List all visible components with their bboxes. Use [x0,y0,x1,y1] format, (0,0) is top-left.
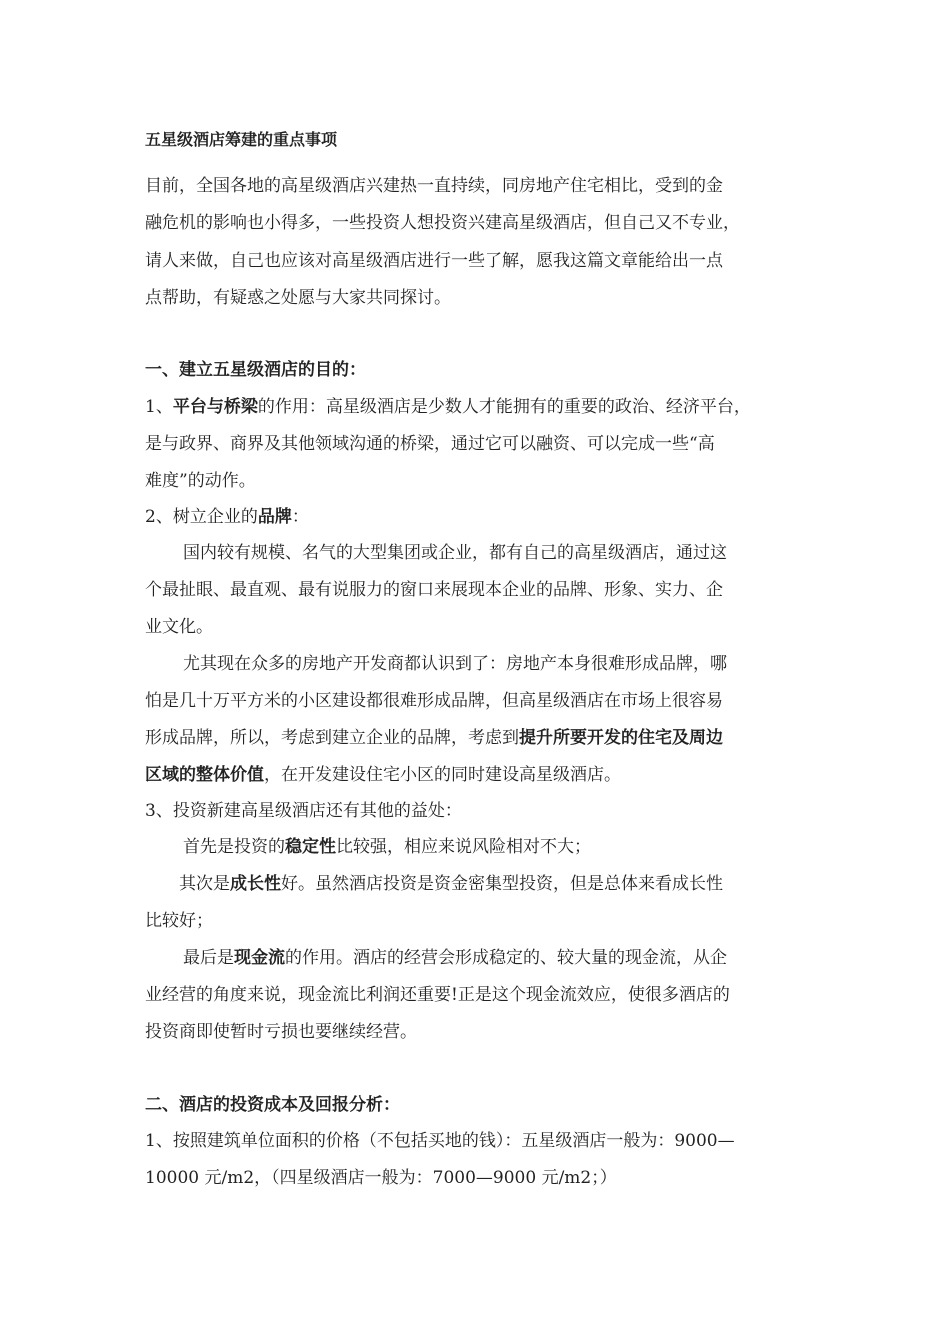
p3-a-pre: 首先是投资的 [183,837,285,857]
section1-p1-line2: 是与政界、商界及其他领域沟通的桥梁，通过它可以融资、可以完成一些“高 [145,434,715,454]
p3-c-bold: 现金流 [234,948,285,968]
section1-p1-line3: 难度”的动作。 [145,471,256,491]
intro-line: 请人来做，自己也应该对高星级酒店进行一些了解，愿我这篇文章能给出一点 [145,251,723,271]
section2-heading: 二、酒店的投资成本及回报分析： [145,1095,400,1115]
section1-p1-line1 [145,395,751,419]
p2-para-b-line2: 怕是几十万平方米的小区建设都很难形成品牌，但高星级酒店在市场上很容易 [145,691,723,711]
p3-c-pre: 最后是 [183,948,234,968]
p3-a-rest: 比较强，相应来说风险相对不大； [336,837,591,857]
p1-bold-term: 平台与桥梁 [172,397,258,417]
section2-line1: 1、按照建筑单位面积的价格（不包括买地的钱）：五星级酒店一般为：9000— [145,1131,735,1151]
intro-line: 融危机的影响也小得多，一些投资人想投资兴建高星级酒店，但自己又不专业， [145,213,740,233]
intro-line: 目前，全国各地的高星级酒店兴建热一直持续，同房地产住宅相比，受到的金 [145,176,723,196]
p2-rest: ： [291,507,309,527]
p3-item-b-line2: 比较好； [145,911,213,931]
p2-para-b-line3 [145,726,723,750]
section1-p3-heading: 3、投资新建高星级酒店还有其他的益处： [145,801,462,821]
p3-b-rest: 好。虽然酒店投资是资金密集型投资，但是总体来看成长性 [281,874,723,894]
section1-p2-heading [145,505,309,529]
p3-item-c-line3: 投资商即使暂时亏损也要继续经营。 [145,1022,417,1042]
p3-b-pre: 其次是 [179,874,230,894]
p3-a-bold: 稳定性 [285,837,336,857]
section1-heading: 一、建立五星级酒店的目的： [145,360,366,380]
p3-item-b [179,872,723,896]
p2-para-b-line4 [145,763,621,787]
p1-rest: 的作用：高星级酒店是少数人才能拥有的重要的政治、经济平台， [257,397,751,417]
p2-prefix: 2、树立企业的 [145,507,258,527]
p3-b-bold: 成长性 [230,874,281,894]
p2-para-a-line: 国内较有规模、名气的大型集团或企业，都有自己的高星级酒店，通过这 [183,543,727,563]
document-title: 五星级酒店筹建的重点事项 [145,130,338,149]
p2-para-b-line1: 尤其现在众多的房地产开发商都认识到了：房地产本身很难形成品牌，哪 [183,654,727,674]
p2-para-b-line4-text: ，在开发建设住宅小区的同时建设高星级酒店。 [264,765,621,785]
p2-bold-term: 品牌 [257,507,292,527]
p1-prefix: 1、 [145,397,173,417]
section2-line2: 10000 元/m2，（四星级酒店一般为：7000—9000 元/m2；） [145,1168,617,1188]
p2-para-b-line3-text: 形成品牌，所以，考虑到建立企业的品牌，考虑到 [145,728,519,748]
p3-item-a [183,835,591,859]
p2-para-a-line: 个最扯眼、最直观、最有说服力的窗口来展现本企业的品牌、形象、实力、企 [145,580,723,600]
p3-item-c [183,946,727,970]
p3-item-c-line2: 业经营的角度来说，现金流比利润还重要!正是这个现金流效应，使很多酒店的 [145,985,730,1005]
p2-para-a-line: 业文化。 [145,617,213,637]
intro-line: 点帮助，有疑惑之处愿与大家共同探讨。 [145,288,451,308]
p2-para-b-bold2: 区域的整体价值 [145,765,264,785]
p2-para-b-bold: 提升所要开发的住宅及周边 [519,728,723,748]
p3-c-rest: 的作用。酒店的经营会形成稳定的、较大量的现金流，从企 [285,948,727,968]
